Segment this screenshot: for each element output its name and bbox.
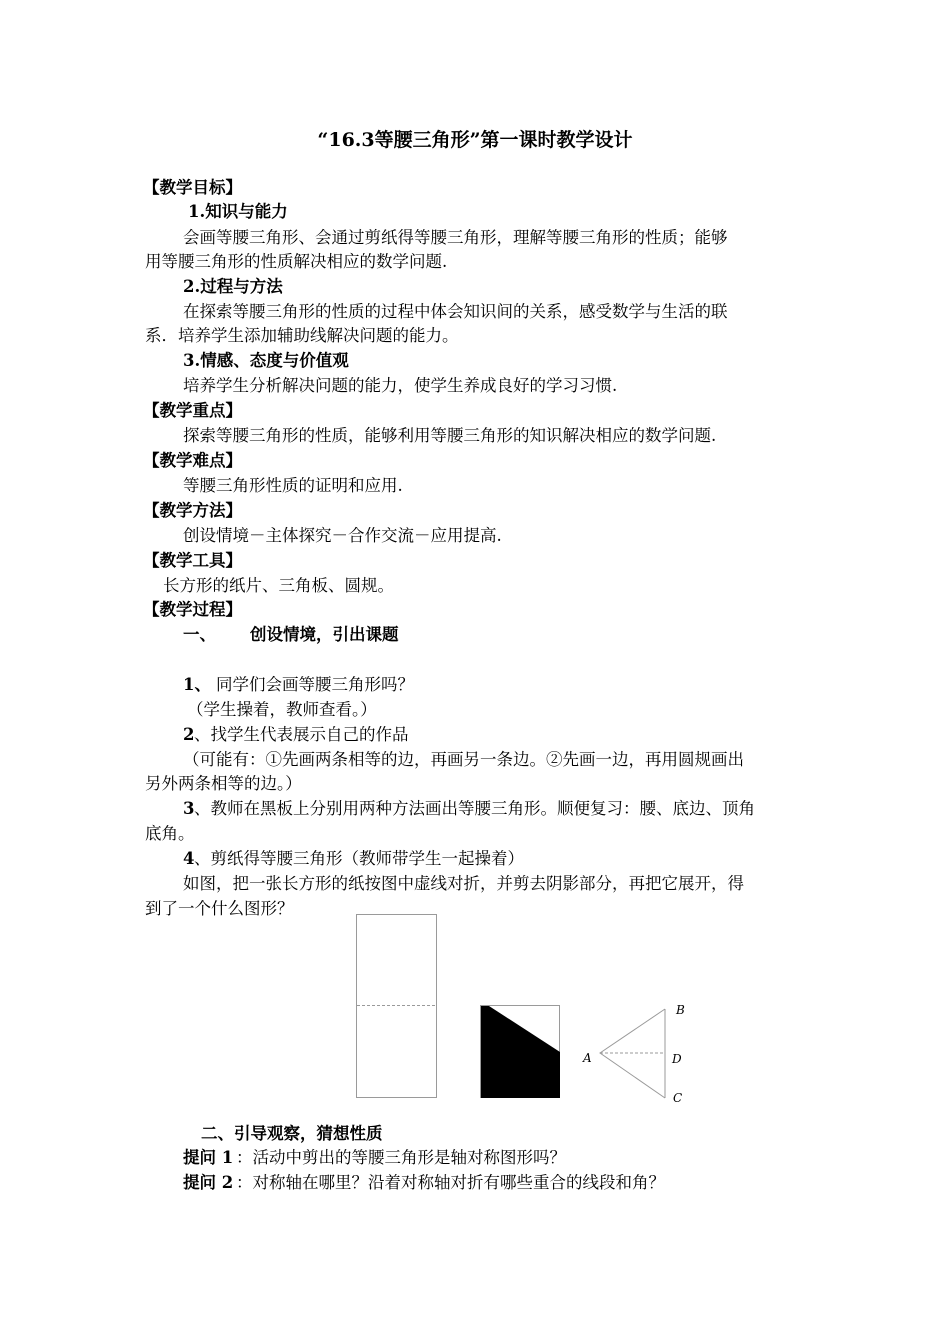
methods-heading: 【教学方法】: [143, 501, 242, 520]
item-2-number: 2: [183, 725, 195, 744]
emotion-line-1: 培养学生分析解决问题的能力，使学生养成良好的学习习惯.: [183, 376, 618, 395]
item-2-note-1: （可能有：①先画两条相等的边，再画另一条边。②先画一边，再用圆规画出: [183, 750, 744, 769]
knowledge-line-2: 用等腰三角形的性质解决相应的数学问题.: [145, 252, 448, 271]
label-b: B: [676, 1003, 685, 1017]
tools-text: 长方形的纸片、三角板、圆规。: [163, 576, 394, 595]
section-1-title: 创设情境，引出课题: [250, 625, 399, 644]
item-2-note-2: 另外两条相等的边。）: [145, 774, 302, 793]
question-2-label: 提问 2: [183, 1173, 234, 1192]
difficulties-text: 等腰三角形性质的证明和应用.: [183, 476, 403, 495]
item-3-text-2: 底角。: [145, 824, 195, 843]
label-d: D: [672, 1052, 682, 1066]
item-4-desc-2: 到了一个什么图形？: [145, 899, 294, 918]
question-1-label: 提问 1: [183, 1148, 234, 1167]
knowledge-line-1: 会画等腰三角形、会通过剪纸得等腰三角形，理解等腰三角形的性质；能够: [183, 228, 728, 247]
key-points-text: 探索等腰三角形的性质，能够利用等腰三角形的知识解决相应的数学问题.: [183, 426, 717, 445]
objectives-heading: 【教学目标】: [143, 178, 242, 197]
item-1-note: （学生操着，教师查看。）: [187, 700, 377, 719]
item-1-number: 1、: [183, 675, 211, 694]
label-c: C: [673, 1091, 683, 1105]
item-1-text: 同学们会画等腰三角形吗？: [216, 675, 414, 694]
knowledge-ability-heading: 1.知识与能力: [188, 202, 288, 221]
document-title: “16.3等腰三角形”第一课时教学设计: [317, 129, 633, 151]
section-1-number: 一、: [183, 625, 216, 644]
tools-heading: 【教学工具】: [143, 551, 242, 570]
emotion-heading: 3.情感、态度与价值观: [183, 351, 349, 370]
process-line-1: 在探索等腰三角形的性质的过程中体会知识间的关系，感受数学与生活的联: [183, 302, 728, 321]
item-3-text-1: 、教师在黑板上分别用两种方法画出等腰三角形。顺便复习：腰、底边、顶角: [194, 799, 755, 818]
item-3-number: 3: [183, 799, 195, 818]
shaded-cut-region: [481, 1006, 560, 1098]
methods-text: 创设情境－主体探究－合作交流－应用提高.: [183, 526, 502, 545]
process-heading: 【教学过程】: [143, 600, 242, 619]
item-4-text: 、剪纸得等腰三角形（教师带学生一起操着）: [194, 849, 524, 868]
difficulties-heading: 【教学难点】: [143, 451, 242, 470]
question-1-text: ：活动中剪出的等腰三角形是轴对称图形吗？: [236, 1148, 566, 1167]
item-4-number: 4: [183, 849, 195, 868]
item-4-desc-1: 如图，把一张长方形的纸按图中虚线对折，并剪去阴影部分，再把它展开，得: [183, 874, 744, 893]
label-a: A: [583, 1051, 592, 1065]
question-2-text: ：对称轴在哪里？沿着对称轴对折有哪些重合的线段和角？: [236, 1173, 665, 1192]
process-line-2: 系．培养学生添加辅助线解决问题的能力。: [145, 326, 459, 345]
process-method-heading: 2.过程与方法: [183, 277, 283, 296]
key-points-heading: 【教学重点】: [143, 401, 242, 420]
item-2-text: 、找学生代表展示自己的作品: [194, 725, 409, 744]
section-2-title: 二、引导观察，猜想性质: [201, 1124, 383, 1143]
